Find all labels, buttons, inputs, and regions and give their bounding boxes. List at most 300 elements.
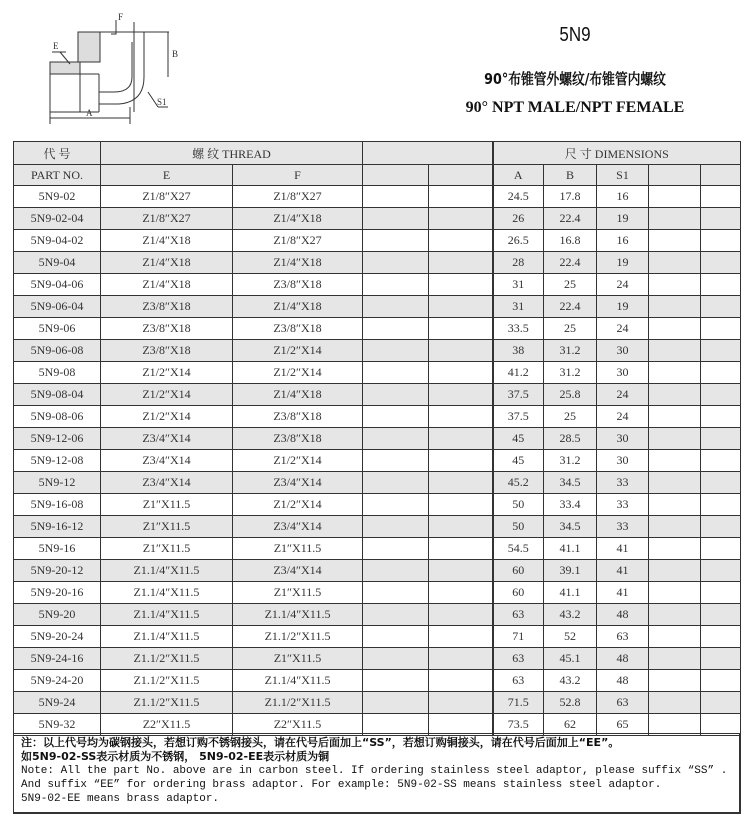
cell-part-no: 5N9-20-12: [14, 560, 101, 582]
cell-dim-s1: 41: [597, 560, 649, 582]
cell-dim-b: 43.2: [544, 604, 597, 626]
cell-thread-e: Z1.1/4″X11.5: [101, 626, 233, 648]
cell-thread-e: Z1″X11.5: [101, 538, 233, 560]
cell-thread-f: Z1″X11.5: [233, 538, 363, 560]
header-blank-2: [429, 165, 493, 186]
cell-blank: [701, 516, 741, 538]
table-row: [14, 494, 741, 516]
header-row-2: [14, 165, 741, 186]
cell-blank: [429, 318, 493, 340]
cell-thread-f: Z1.1/4″X11.5: [233, 670, 363, 692]
cell-dim-s1: 65: [597, 714, 649, 736]
table-row: [14, 296, 741, 318]
cell-blank: [701, 384, 741, 406]
cell-dim-s1: 48: [597, 670, 649, 692]
cell-thread-f: Z3/8″X18: [233, 318, 363, 340]
cell-thread-e: Z3/4″X14: [101, 472, 233, 494]
cell-part-no: 5N9-24: [14, 692, 101, 714]
cell-dim-s1: 19: [597, 252, 649, 274]
cell-blank: [649, 516, 701, 538]
cell-blank: [649, 406, 701, 428]
cell-blank: [429, 230, 493, 252]
cell-blank: [363, 230, 429, 252]
cell-dim-a: 45: [493, 428, 544, 450]
cell-dim-b: 52: [544, 626, 597, 648]
cell-thread-f: Z1/2″X14: [233, 362, 363, 384]
cell-dim-a: 60: [493, 560, 544, 582]
cell-part-no: 5N9-24-16: [14, 648, 101, 670]
cell-blank: [363, 626, 429, 648]
label-s1: S1: [157, 97, 167, 107]
cell-blank: [701, 604, 741, 626]
cell-blank: [701, 670, 741, 692]
cell-blank: [701, 648, 741, 670]
cell-dim-b: 22.4: [544, 208, 597, 230]
header-a: A: [493, 165, 544, 186]
cell-blank: [429, 582, 493, 604]
cell-dim-s1: 24: [597, 406, 649, 428]
cell-blank: [649, 208, 701, 230]
elbow-fitting-drawing: [44, 12, 194, 124]
cell-blank: [363, 252, 429, 274]
cell-part-no: 5N9-08-06: [14, 406, 101, 428]
model-number: 5N9: [559, 24, 591, 46]
cell-dim-s1: 33: [597, 494, 649, 516]
cell-blank: [701, 252, 741, 274]
cell-part-no: 5N9-20-24: [14, 626, 101, 648]
cell-blank: [701, 450, 741, 472]
cell-thread-e: Z1.1/2″X11.5: [101, 648, 233, 670]
cell-thread-f: Z1.1/2″X11.5: [233, 692, 363, 714]
header-blank: [363, 142, 493, 165]
cell-part-no: 5N9-08: [14, 362, 101, 384]
cell-part-no: 5N9-20: [14, 604, 101, 626]
table-row: [14, 208, 741, 230]
table-row: [14, 318, 741, 340]
cell-blank: [363, 362, 429, 384]
cell-dim-b: 28.5: [544, 428, 597, 450]
cell-dim-s1: 24: [597, 318, 649, 340]
cell-dim-a: 60: [493, 582, 544, 604]
cell-dim-s1: 19: [597, 296, 649, 318]
cell-thread-f: Z1″X11.5: [233, 582, 363, 604]
cell-thread-f: Z1/8″X27: [233, 230, 363, 252]
cell-blank: [649, 626, 701, 648]
cell-dim-b: 25: [544, 406, 597, 428]
cell-dim-a: 31: [493, 274, 544, 296]
cell-dim-a: 50: [493, 494, 544, 516]
cell-part-no: 5N9-06-08: [14, 340, 101, 362]
cell-dim-b: 62: [544, 714, 597, 736]
cell-dim-b: 41.1: [544, 582, 597, 604]
header-s1: S1: [597, 165, 649, 186]
cell-dim-s1: 30: [597, 450, 649, 472]
cell-dim-s1: 19: [597, 208, 649, 230]
cell-part-no: 5N9-04: [14, 252, 101, 274]
cell-dim-a: 63: [493, 648, 544, 670]
cell-blank: [701, 230, 741, 252]
cell-part-no: 5N9-12-08: [14, 450, 101, 472]
cell-part-no: 5N9-16-08: [14, 494, 101, 516]
cell-thread-e: Z1/2″X14: [101, 406, 233, 428]
cell-thread-f: Z1/2″X14: [233, 340, 363, 362]
cell-dim-a: 24.5: [493, 186, 544, 208]
cell-dim-b: 22.4: [544, 296, 597, 318]
cell-part-no: 5N9-04-02: [14, 230, 101, 252]
cell-blank: [363, 494, 429, 516]
cell-thread-f: Z1/8″X27: [233, 186, 363, 208]
table-row: [14, 582, 741, 604]
cell-dim-a: 41.2: [493, 362, 544, 384]
dimensions-table: [13, 141, 741, 736]
cell-blank: [649, 274, 701, 296]
header-e: E: [101, 165, 233, 186]
cell-blank: [429, 252, 493, 274]
cell-part-no: 5N9-24-20: [14, 670, 101, 692]
cell-blank: [649, 538, 701, 560]
cell-thread-f: Z3/8″X18: [233, 428, 363, 450]
cell-thread-e: Z3/8″X18: [101, 340, 233, 362]
cell-part-no: 5N9-02-04: [14, 208, 101, 230]
cell-dim-s1: 30: [597, 428, 649, 450]
header-f: F: [233, 165, 363, 186]
cell-dim-a: 63: [493, 604, 544, 626]
cell-blank: [429, 428, 493, 450]
cell-blank: [701, 318, 741, 340]
cell-blank: [429, 494, 493, 516]
cell-blank: [649, 494, 701, 516]
cell-dim-s1: 48: [597, 604, 649, 626]
cell-blank: [429, 538, 493, 560]
cell-blank: [429, 472, 493, 494]
cell-part-no: 5N9-02: [14, 186, 101, 208]
table-row: [14, 648, 741, 670]
cell-dim-b: 52.8: [544, 692, 597, 714]
cell-dim-s1: 48: [597, 648, 649, 670]
note-cn-1: 注：以上代号均为碳钢接头，若想订购不锈钢接头，请在代号后面加上“SS”，若想订购铜接头，请在代号后面加上“EE”。: [21, 736, 620, 749]
cell-thread-f: Z1.1/2″X11.5: [233, 626, 363, 648]
cell-blank: [649, 362, 701, 384]
cell-blank: [649, 252, 701, 274]
cell-blank: [363, 296, 429, 318]
cell-blank: [363, 516, 429, 538]
cell-blank: [363, 538, 429, 560]
cell-part-no: 5N9-16-12: [14, 516, 101, 538]
cell-blank: [429, 186, 493, 208]
title-english: 90° NPT MALE/NPT FEMALE: [465, 99, 685, 116]
title-chinese: 90°布锥管外螺纹/布锥管内螺纹: [484, 70, 666, 88]
cell-dim-a: 38: [493, 340, 544, 362]
table-row: [14, 274, 741, 296]
note-en-1: Note: All the part No. above are in carbon steel. If ordering stainless steel adaptor, please suffix “SS” .: [21, 765, 728, 777]
cell-dim-a: 71: [493, 626, 544, 648]
cell-blank: [429, 296, 493, 318]
table-row: [14, 230, 741, 252]
cell-dim-a: 45: [493, 450, 544, 472]
cell-blank: [363, 648, 429, 670]
cell-blank: [649, 604, 701, 626]
cell-part-no: 5N9-16: [14, 538, 101, 560]
table-row: [14, 340, 741, 362]
note-cn-2: 如5N9-02-SS表示材质为不锈钢， 5N9-02-EE表示材质为铜: [21, 750, 330, 763]
cell-dim-s1: 33: [597, 516, 649, 538]
cell-thread-f: Z3/8″X18: [233, 274, 363, 296]
cell-dim-b: 31.2: [544, 450, 597, 472]
cell-dim-a: 37.5: [493, 406, 544, 428]
cell-dim-b: 34.5: [544, 516, 597, 538]
cell-part-no: 5N9-08-04: [14, 384, 101, 406]
table-row: [14, 362, 741, 384]
table-row: [14, 406, 741, 428]
cell-dim-s1: 16: [597, 186, 649, 208]
cell-thread-e: Z3/8″X18: [101, 296, 233, 318]
cell-dim-b: 39.1: [544, 560, 597, 582]
cell-thread-f: Z1″X11.5: [233, 648, 363, 670]
cell-blank: [429, 604, 493, 626]
cell-thread-f: Z1/4″X18: [233, 384, 363, 406]
cell-blank: [429, 626, 493, 648]
cell-blank: [363, 450, 429, 472]
cell-thread-e: Z1/8″X27: [101, 186, 233, 208]
cell-dim-s1: 63: [597, 626, 649, 648]
cell-blank: [363, 186, 429, 208]
cell-blank: [649, 450, 701, 472]
cell-blank: [363, 604, 429, 626]
cell-blank: [429, 384, 493, 406]
cell-blank: [363, 406, 429, 428]
cell-part-no: 5N9-32: [14, 714, 101, 736]
cell-thread-e: Z3/4″X14: [101, 450, 233, 472]
header-thread: 螺 纹 THREAD: [101, 142, 363, 165]
table-row: [14, 450, 741, 472]
cell-thread-e: Z3/4″X14: [101, 428, 233, 450]
table-row: [14, 538, 741, 560]
cell-dim-a: 31: [493, 296, 544, 318]
cell-dim-b: 41.1: [544, 538, 597, 560]
cell-dim-a: 45.2: [493, 472, 544, 494]
cell-blank: [701, 186, 741, 208]
cell-thread-e: Z1″X11.5: [101, 494, 233, 516]
cell-dim-b: 16.8: [544, 230, 597, 252]
cell-thread-e: Z1.1/4″X11.5: [101, 604, 233, 626]
cell-blank: [429, 362, 493, 384]
cell-blank: [649, 186, 701, 208]
cell-thread-e: Z1/8″X27: [101, 208, 233, 230]
cell-thread-f: Z1.1/4″X11.5: [233, 604, 363, 626]
cell-part-no: 5N9-06-04: [14, 296, 101, 318]
cell-blank: [363, 340, 429, 362]
cell-blank: [701, 494, 741, 516]
cell-dim-b: 17.8: [544, 186, 597, 208]
cell-dim-a: 54.5: [493, 538, 544, 560]
cell-dim-a: 37.5: [493, 384, 544, 406]
table-row: [14, 626, 741, 648]
cell-dim-b: 33.4: [544, 494, 597, 516]
cell-blank: [649, 560, 701, 582]
cell-dim-s1: 63: [597, 692, 649, 714]
cell-blank: [363, 428, 429, 450]
cell-thread-f: Z1/4″X18: [233, 252, 363, 274]
cell-blank: [701, 428, 741, 450]
header-part-no: PART NO.: [14, 165, 101, 186]
cell-blank: [429, 648, 493, 670]
table-row: [14, 692, 741, 714]
cell-blank: [363, 692, 429, 714]
cell-blank: [649, 296, 701, 318]
cell-thread-f: Z3/4″X14: [233, 560, 363, 582]
table-row: [14, 186, 741, 208]
cell-thread-f: Z1/4″X18: [233, 296, 363, 318]
table-row: [14, 384, 741, 406]
cell-dim-b: 31.2: [544, 340, 597, 362]
cell-dim-b: 25: [544, 274, 597, 296]
table-row: [14, 428, 741, 450]
cell-blank: [701, 472, 741, 494]
header-blank-4: [701, 165, 741, 186]
cell-thread-f: Z3/8″X18: [233, 406, 363, 428]
cell-blank: [429, 406, 493, 428]
cell-dim-b: 45.1: [544, 648, 597, 670]
cell-dim-s1: 24: [597, 384, 649, 406]
cell-blank: [429, 340, 493, 362]
cell-blank: [649, 230, 701, 252]
cell-blank: [429, 692, 493, 714]
cell-part-no: 5N9-12: [14, 472, 101, 494]
cell-thread-e: Z3/8″X18: [101, 318, 233, 340]
label-f: F: [118, 12, 124, 22]
cell-blank: [701, 362, 741, 384]
cell-blank: [649, 384, 701, 406]
cell-dim-a: 28: [493, 252, 544, 274]
cell-blank: [363, 582, 429, 604]
cell-thread-e: Z1″X11.5: [101, 516, 233, 538]
cell-dim-s1: 30: [597, 362, 649, 384]
cell-dim-a: 63: [493, 670, 544, 692]
cell-blank: [701, 208, 741, 230]
cell-part-no: 5N9-04-06: [14, 274, 101, 296]
cell-thread-f: Z2″X11.5: [233, 714, 363, 736]
cell-blank: [363, 318, 429, 340]
cell-blank: [649, 472, 701, 494]
note-en-2: And suffix “EE” for ordering brass adaptor. For example: 5N9-02-SS means stainless steel adaptor.: [21, 779, 662, 791]
cell-thread-f: Z1/4″X18: [233, 208, 363, 230]
cell-dim-a: 33.5: [493, 318, 544, 340]
cell-part-no: 5N9-06: [14, 318, 101, 340]
cell-thread-e: Z1.1/4″X11.5: [101, 582, 233, 604]
cell-dim-a: 73.5: [493, 714, 544, 736]
cell-blank: [649, 318, 701, 340]
cell-blank: [429, 670, 493, 692]
cell-blank: [429, 516, 493, 538]
cell-dim-s1: 24: [597, 274, 649, 296]
notes-box: [13, 733, 741, 814]
label-e: E: [53, 41, 59, 51]
cell-dim-s1: 16: [597, 230, 649, 252]
cell-blank: [363, 670, 429, 692]
cell-blank: [701, 626, 741, 648]
cell-thread-e: Z1/4″X18: [101, 274, 233, 296]
cell-dim-b: 34.5: [544, 472, 597, 494]
cell-dim-a: 71.5: [493, 692, 544, 714]
cell-dim-a: 50: [493, 516, 544, 538]
cell-dim-b: 22.4: [544, 252, 597, 274]
header-code: 代 号: [14, 142, 101, 165]
header-row-1: [14, 142, 741, 165]
cell-dim-a: 26.5: [493, 230, 544, 252]
cell-part-no: 5N9-20-16: [14, 582, 101, 604]
cell-thread-e: Z2″X11.5: [101, 714, 233, 736]
cell-blank: [649, 582, 701, 604]
cell-thread-e: Z1.1/2″X11.5: [101, 692, 233, 714]
header-blank-1: [363, 165, 429, 186]
header-b: B: [544, 165, 597, 186]
cell-blank: [363, 384, 429, 406]
cell-blank: [649, 428, 701, 450]
cell-blank: [701, 274, 741, 296]
cell-blank: [701, 538, 741, 560]
cell-dim-b: 43.2: [544, 670, 597, 692]
cell-dim-b: 25.8: [544, 384, 597, 406]
cell-blank: [701, 692, 741, 714]
cell-blank: [649, 670, 701, 692]
cell-blank: [363, 560, 429, 582]
cell-blank: [363, 472, 429, 494]
cell-thread-e: Z1.1/2″X11.5: [101, 670, 233, 692]
cell-thread-f: Z1/2″X14: [233, 494, 363, 516]
cell-blank: [649, 340, 701, 362]
cell-dim-a: 26: [493, 208, 544, 230]
label-a: A: [86, 108, 93, 118]
cell-dim-s1: 30: [597, 340, 649, 362]
cell-dim-s1: 33: [597, 472, 649, 494]
cell-dim-s1: 41: [597, 582, 649, 604]
cell-thread-e: Z1.1/4″X11.5: [101, 560, 233, 582]
table-row: [14, 670, 741, 692]
cell-blank: [701, 406, 741, 428]
cell-blank: [701, 560, 741, 582]
cell-blank: [363, 274, 429, 296]
cell-thread-f: Z1/2″X14: [233, 450, 363, 472]
cell-blank: [429, 274, 493, 296]
table-row: [14, 472, 741, 494]
label-b: B: [172, 49, 179, 59]
cell-dim-b: 31.2: [544, 362, 597, 384]
cell-blank: [701, 296, 741, 318]
cell-blank: [701, 582, 741, 604]
cell-dim-s1: 41: [597, 538, 649, 560]
cell-thread-e: Z1/2″X14: [101, 384, 233, 406]
table-row: [14, 604, 741, 626]
cell-blank: [649, 648, 701, 670]
cell-thread-e: Z1/4″X18: [101, 252, 233, 274]
cell-blank: [701, 340, 741, 362]
note-en-3: 5N9-02-EE means brass adaptor.: [21, 793, 220, 805]
table-row: [14, 516, 741, 538]
cell-blank: [429, 208, 493, 230]
header-dimensions: 尺 寸 DIMENSIONS: [493, 142, 741, 165]
header-blank-3: [649, 165, 701, 186]
table-row: [14, 252, 741, 274]
cell-blank: [429, 560, 493, 582]
cell-thread-f: Z3/4″X14: [233, 516, 363, 538]
table-row: [14, 560, 741, 582]
cell-thread-f: Z3/4″X14: [233, 472, 363, 494]
cell-dim-b: 25: [544, 318, 597, 340]
cell-thread-e: Z1/4″X18: [101, 230, 233, 252]
cell-thread-e: Z1/2″X14: [101, 362, 233, 384]
cell-blank: [649, 692, 701, 714]
cell-part-no: 5N9-12-06: [14, 428, 101, 450]
